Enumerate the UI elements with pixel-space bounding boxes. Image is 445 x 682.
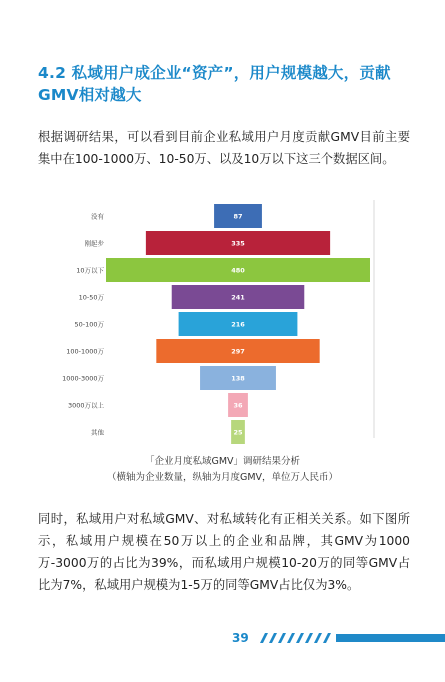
footer-bar (336, 634, 445, 642)
category-label: 刚起步 (84, 239, 104, 248)
category-label: 其他 (91, 428, 104, 437)
data-label: 138 (231, 374, 245, 383)
data-label: 480 (231, 266, 245, 275)
category-label: 没有 (91, 212, 104, 221)
body-paragraph: 同时，私域用户对私域GMV、对私域转化有正相关关系。如下图所示，私域用户规模在50万以上的企业和品牌，其GMV为1000万-3000万的占比为39%，而私域用户规模10-20万的同等GMV占比为7%，私域用户规模为1-5万的同等GMV占比仅为3%。 (38, 512, 410, 592)
footer-stripes (258, 632, 338, 644)
data-label: 36 (233, 401, 243, 410)
data-label: 87 (233, 212, 243, 221)
data-label: 297 (231, 347, 245, 356)
data-label: 241 (231, 293, 245, 302)
chart-svg (48, 196, 388, 444)
chart-caption-title: 「企业月度私域GMV」调研结果分析 (144, 456, 301, 467)
section-heading: 4.2 私域用户成企业“资产”，用户规模越大，贡献GMV相对越大 (38, 64, 391, 104)
data-label: 25 (233, 428, 243, 437)
category-label: 100-1000万 (66, 347, 104, 356)
intro-paragraph: 根据调研结果，可以看到目前企业私域用户月度贡献GMV目前主要集中在100-1000万、10-50万、以及10万以下这三个数据区间。 (38, 130, 410, 166)
category-label: 3000万以上 (67, 401, 104, 410)
category-label: 10万以下 (76, 266, 104, 275)
page-number: 39 (232, 631, 249, 645)
chart-caption-note: （横轴为企业数量，纵轴为月度GMV，单位万人民币） (106, 472, 339, 483)
category-label: 50-100万 (74, 320, 104, 329)
category-label: 1000-3000万 (62, 374, 104, 383)
category-label: 10-50万 (78, 293, 104, 302)
data-label: 216 (231, 320, 245, 329)
gmv-funnel-chart (48, 196, 388, 444)
data-label: 335 (231, 239, 245, 248)
